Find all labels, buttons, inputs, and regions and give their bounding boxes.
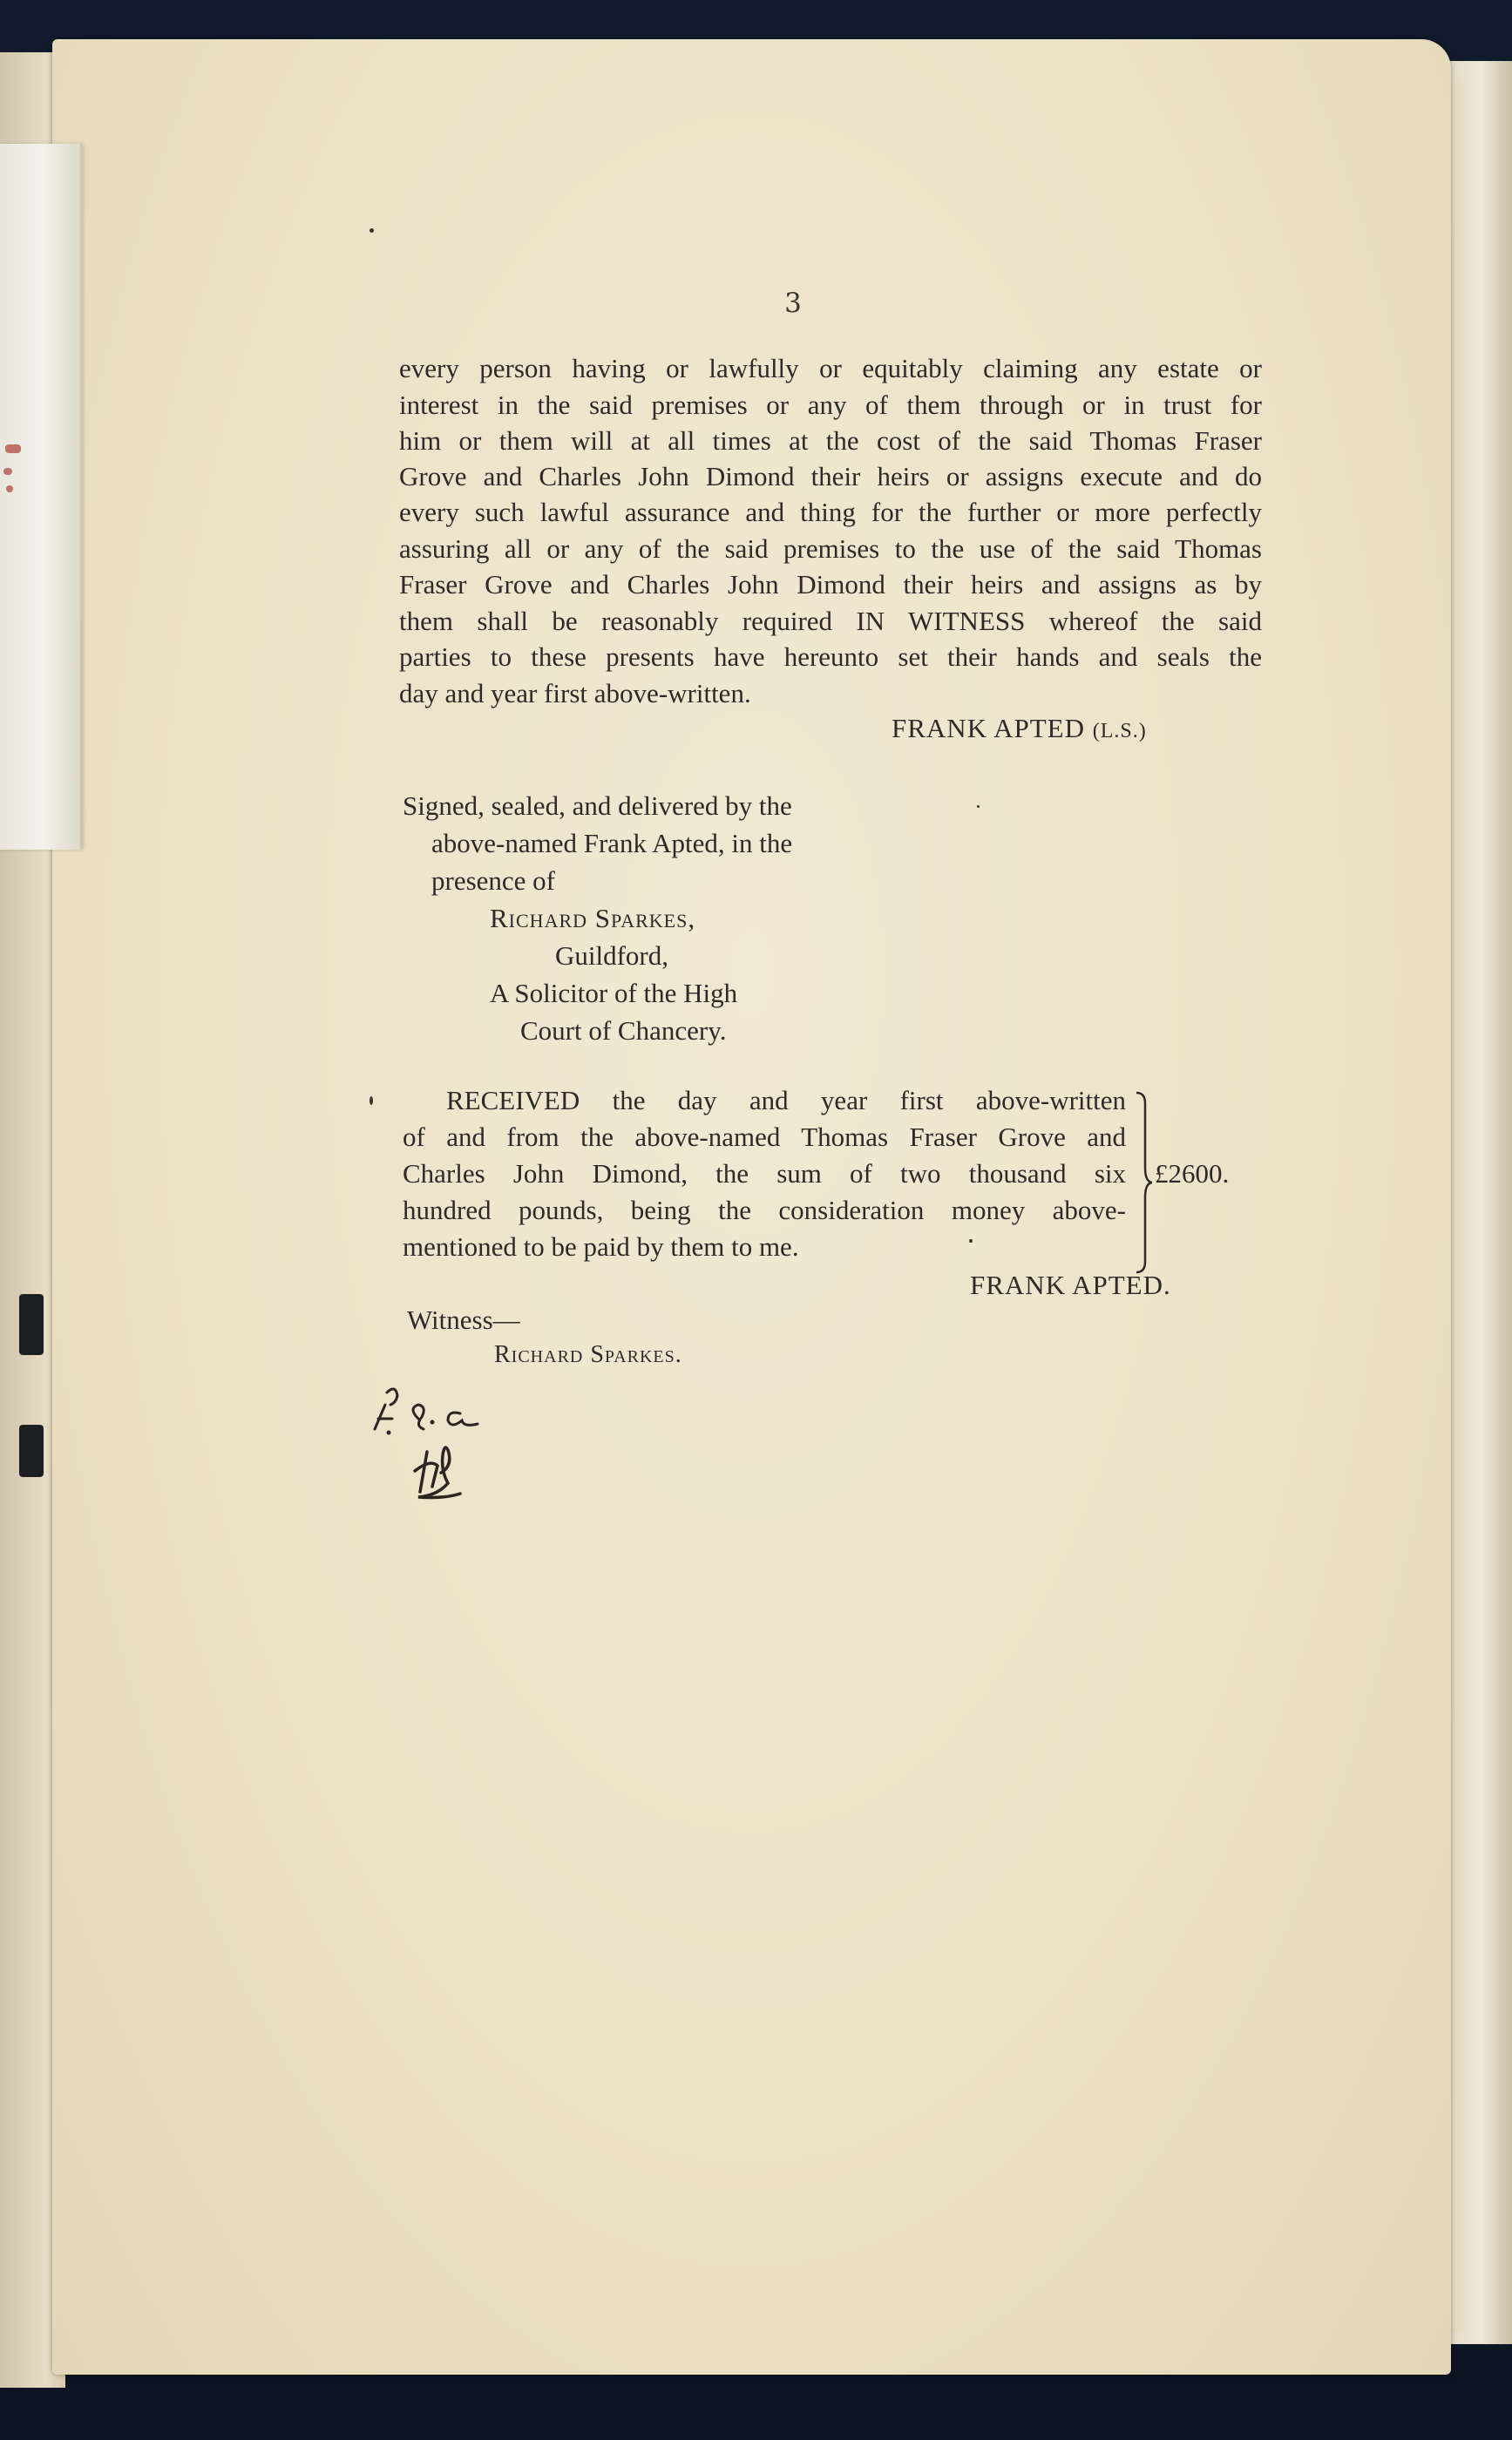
receipt-clause: [403, 1082, 1126, 1265]
ink-speck: [370, 1096, 373, 1105]
body-line: them shall be reasonably required IN WITNESS whereof the said: [399, 606, 1262, 636]
attesting-witness-title: A Solicitor of the High: [490, 978, 738, 1008]
body-line: parties to these presents have hereunto set their hands and seals the: [399, 641, 1262, 672]
red-mark: [3, 468, 12, 475]
page-number: 3: [784, 288, 802, 319]
witness-label: Witness—: [407, 1305, 520, 1335]
body-line: interest in the said premises or any of them through or in trust for: [399, 390, 1262, 420]
red-mark: [5, 444, 21, 453]
body-line: Fraser Grove and Charles John Dimond their heirs and assigns as by: [399, 569, 1262, 600]
receipt-line: mentioned to be paid by them to me.: [403, 1231, 799, 1262]
ink-speck: [969, 1239, 973, 1243]
receipt-line: hundred pounds, being the consideration money above-: [403, 1195, 1126, 1225]
attesting-witness-title: Court of Chancery.: [520, 1015, 727, 1046]
handwritten-initials-icon: [357, 1368, 532, 1516]
ink-speck: [370, 228, 374, 233]
body-line: day and year first above-written.: [399, 678, 751, 708]
receipt-line: Charles John Dimond, the sum of two thousand six: [403, 1158, 1126, 1189]
grantor-signature: [892, 713, 1147, 744]
receipt-signatory: FRANK APTED.: [970, 1270, 1171, 1300]
body-line: Grove and Charles John Dimond their heirs or assigns execute and do: [399, 461, 1262, 491]
witness-name: Richard Sparkes.: [494, 1341, 682, 1368]
body-line: every such lawful assurance and thing for the further or more perfectly: [399, 497, 1262, 527]
receipt-line: of and from the above-named Thomas Fraser Grove and: [403, 1122, 1126, 1152]
binding-hole: [19, 1425, 44, 1477]
attesting-witness-name: Richard Sparkes,: [490, 903, 696, 933]
ink-speck: [977, 805, 980, 808]
receipt-amount: £2600.: [1155, 1158, 1230, 1189]
receipt-line: RECEIVED the day and year first above-written: [446, 1085, 1126, 1115]
attesting-witness-place: Guildford,: [555, 940, 669, 971]
attestation-line: Signed, sealed, and delivered by the: [403, 790, 792, 821]
body-line: assuring all or any of the said premises to the use of the said Thomas: [399, 533, 1262, 564]
attestation-line: above-named Frank Apted, in the: [431, 828, 793, 858]
attestation-line: presence of: [431, 865, 555, 896]
paper-tab: [0, 144, 82, 850]
binding-hole: [19, 1294, 44, 1355]
seal-mark: (L.S.): [1092, 720, 1147, 742]
grantor-name: FRANK APTED: [892, 713, 1086, 743]
body-line: him or them will at all times at the cost of the said Thomas Fraser: [399, 425, 1262, 456]
attestation-clause: [403, 787, 891, 1049]
curly-brace-icon: [1135, 1091, 1152, 1274]
body-line: every person having or lawfully or equitably claiming any estate or: [399, 353, 1262, 383]
red-mark: [6, 485, 13, 492]
